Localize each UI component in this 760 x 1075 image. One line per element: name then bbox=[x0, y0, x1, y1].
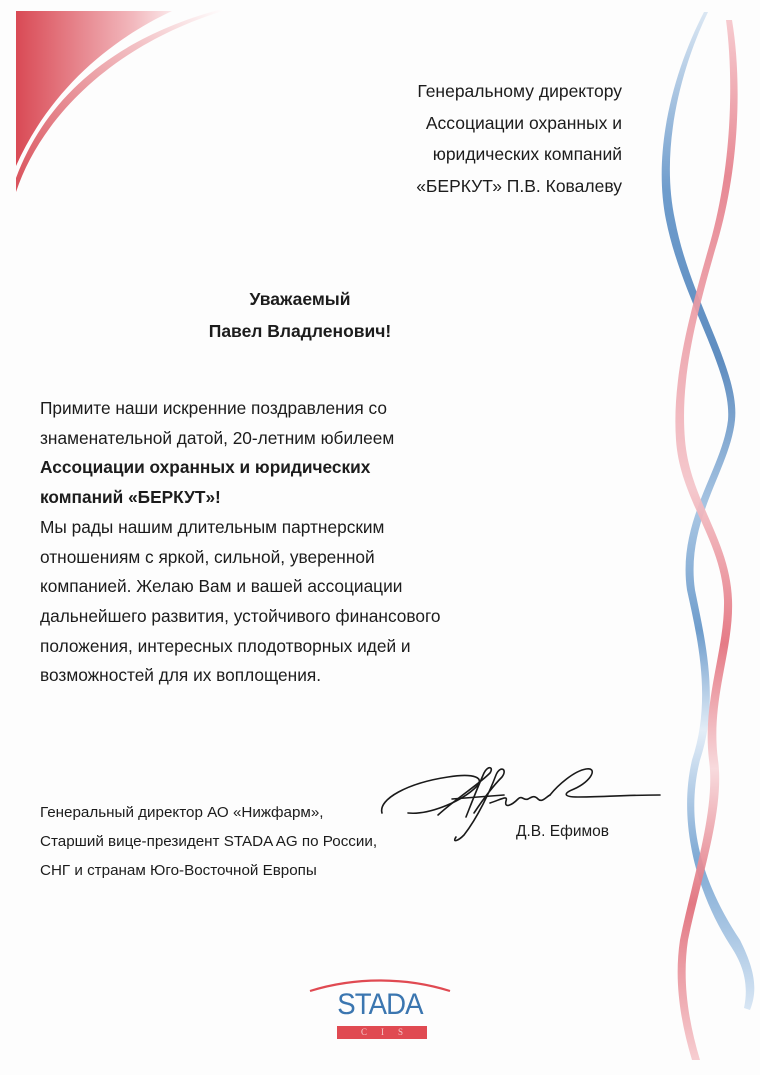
body-line: возможностей для их воплощения. bbox=[40, 665, 322, 686]
body-line: дальнейшего развития, устойчивого финансового bbox=[40, 605, 441, 626]
logo-subtitle: CIS bbox=[337, 1026, 427, 1039]
body-line-bold: Ассоциации охранных и юридических bbox=[40, 457, 371, 478]
body-line: Мы рады нашим длительным партнерским bbox=[40, 516, 385, 537]
body-line: знаменательной датой, 20-летним юбилеем bbox=[40, 427, 395, 448]
salutation bbox=[0, 283, 600, 347]
body-line-bold: компаний «БЕРКУТ»! bbox=[40, 487, 221, 508]
salutation-line-1: Уважаемый bbox=[249, 289, 351, 309]
addressee-line: юридических компаний bbox=[432, 144, 622, 164]
body-line: положения, интересных плодотворных идей и bbox=[40, 635, 411, 656]
signer-line: Старший вице-президент STADA AG по России, bbox=[40, 833, 378, 850]
signer-title-block bbox=[40, 798, 377, 885]
salutation-line-2: Павел Владленович! bbox=[208, 321, 392, 341]
addressee-line: Генеральному директору bbox=[417, 81, 622, 101]
letter-body bbox=[40, 394, 441, 691]
signer-name: Д.В. Ефимов bbox=[516, 823, 610, 840]
addressee-line: Ассоциации охранных и bbox=[425, 112, 622, 133]
logo-wordmark: STADA bbox=[337, 988, 423, 1021]
signer-line: СНГ и странам Юго-Восточной Европы bbox=[40, 862, 317, 879]
body-line: Примите наши искренние поздравления со bbox=[40, 398, 387, 418]
addressee-block bbox=[416, 76, 622, 202]
corner-swoosh-decoration bbox=[0, 0, 240, 200]
body-line: компанией. Желаю Вам и вашей ассоциации bbox=[40, 576, 403, 597]
ribbon-decoration bbox=[640, 0, 760, 1075]
signer-line: Генеральный директор АО «Нижфарм», bbox=[40, 804, 324, 821]
addressee-line: «БЕРКУТ» П.В. Ковалеву bbox=[416, 175, 622, 196]
stada-cis-logo bbox=[305, 975, 455, 1045]
body-line: отношениям с яркой, сильной, уверенной bbox=[40, 546, 375, 567]
